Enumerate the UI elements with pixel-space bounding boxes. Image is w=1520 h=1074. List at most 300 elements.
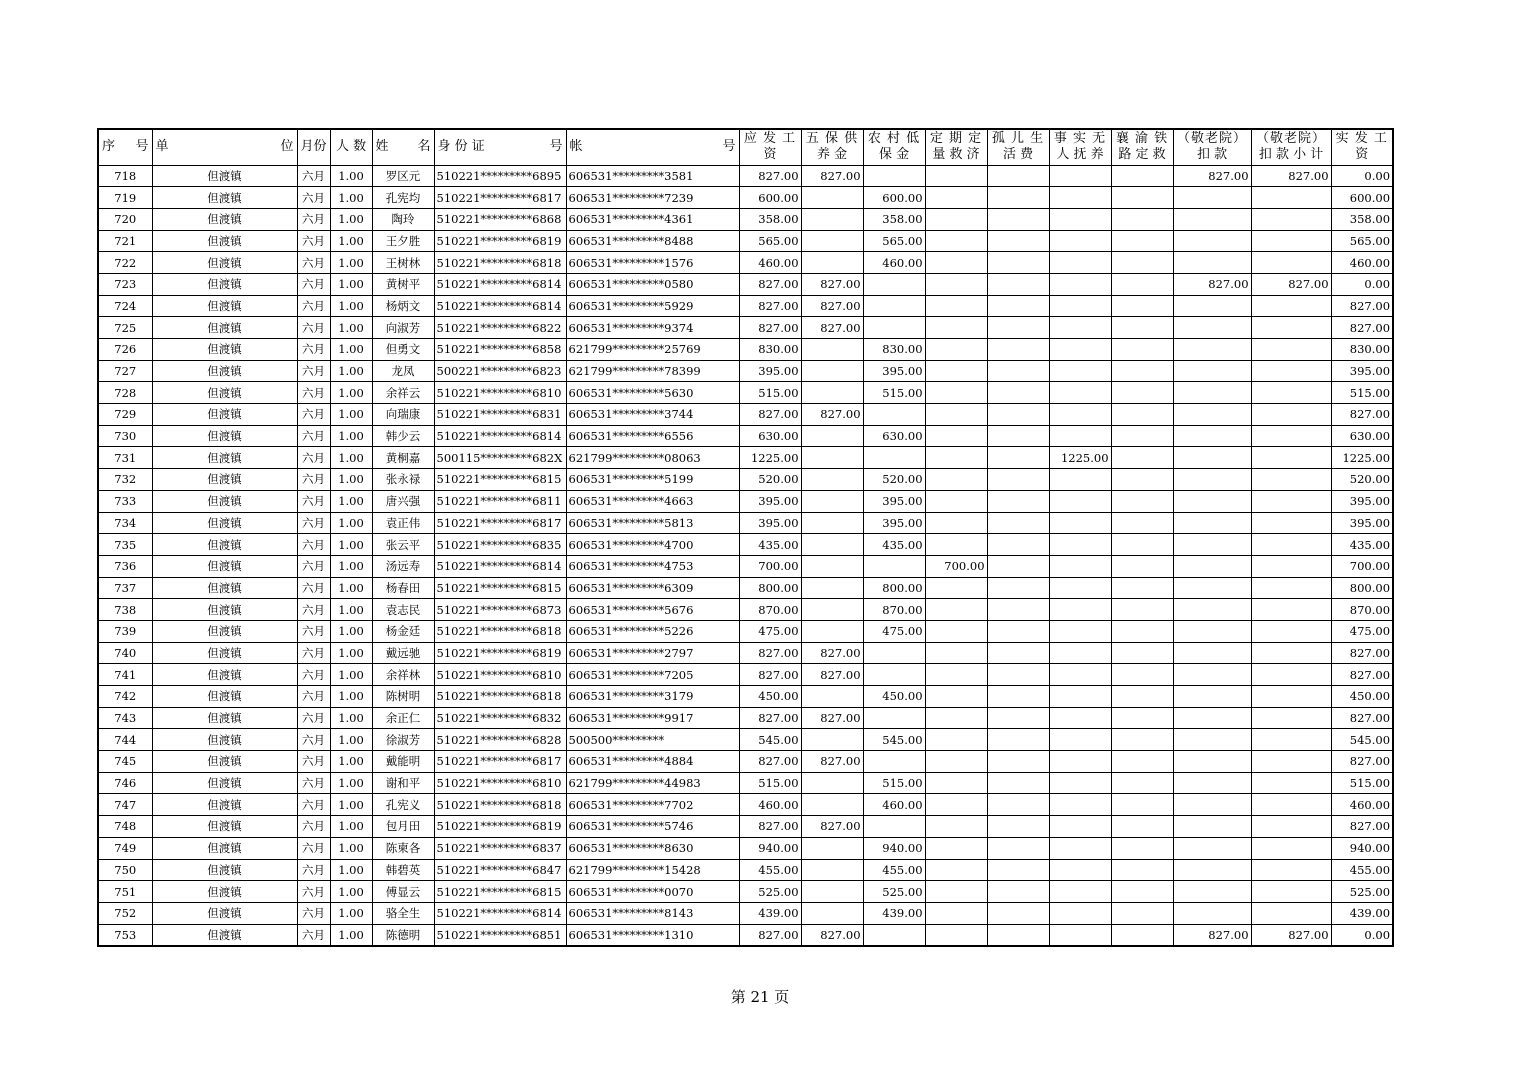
table-cell: 黄桐嘉 [372,447,434,469]
table-cell: 但渡镇 [152,902,297,924]
table-cell [801,512,863,534]
table-cell: 六月 [297,382,330,404]
table-cell: 六月 [297,642,330,664]
table-cell: 395.00 [739,490,801,512]
table-cell: 六月 [297,490,330,512]
table-cell: 827.00 [1173,165,1251,187]
table-cell: 830.00 [863,339,925,361]
table-cell: 606531*********7205 [566,664,739,686]
table-cell [1111,599,1173,621]
table-cell [1111,902,1173,924]
column-header [1251,129,1331,165]
table-cell: 827.00 [739,751,801,773]
table-cell [1111,230,1173,252]
table-cell: 455.00 [739,859,801,881]
table-cell: 六月 [297,317,330,339]
table-cell [1049,273,1111,295]
table-cell: 606531*********9917 [566,707,739,729]
table-row [98,339,1393,361]
header-text-a: 序 [102,139,116,155]
header-text-a: 身 份 证 [437,139,485,155]
table-cell [925,816,987,838]
table-cell: 陶玲 [372,208,434,230]
table-cell [925,902,987,924]
table-cell [801,425,863,447]
table-cell [1049,339,1111,361]
table-cell: 460.00 [739,252,801,274]
table-cell: 1.00 [330,382,372,404]
table-cell [925,751,987,773]
table-cell: 827.00 [1173,924,1251,946]
table-cell [1049,642,1111,664]
table-cell [801,230,863,252]
table-cell: 510221*********6815 [434,577,566,599]
table-cell: 六月 [297,425,330,447]
table-cell: 510221*********6858 [434,339,566,361]
table-cell [987,317,1049,339]
table-cell [1049,295,1111,317]
table-cell [801,360,863,382]
table-cell [1111,447,1173,469]
table-row [98,208,1393,230]
table-cell: 六月 [297,881,330,903]
table-cell: 621799*********08063 [566,447,739,469]
table-cell: 1.00 [330,859,372,881]
table-cell: 827.00 [1331,751,1393,773]
table-cell [863,642,925,664]
table-cell: 但渡镇 [152,620,297,642]
table-cell [1111,707,1173,729]
table-cell [1173,881,1251,903]
table-cell: 720 [98,208,152,230]
table-cell [1111,317,1173,339]
table-cell: 721 [98,230,152,252]
table-cell: 1.00 [330,339,372,361]
table-cell: 734 [98,512,152,534]
table-cell [925,686,987,708]
table-cell: 621799*********78399 [566,360,739,382]
table-cell: 但渡镇 [152,642,297,664]
table-cell: 0.00 [1331,165,1393,187]
table-cell [863,317,925,339]
table-cell: 545.00 [739,729,801,751]
table-cell: 510221*********6810 [434,772,566,794]
table-cell [801,881,863,903]
table-cell: 827.00 [1331,317,1393,339]
table-cell: 510221*********6817 [434,187,566,209]
table-cell: 1.00 [330,208,372,230]
table-cell [987,772,1049,794]
table-cell: 袁正伟 [372,512,434,534]
table-cell: 827.00 [801,317,863,339]
column-header [434,129,566,165]
table-cell: 395.00 [739,360,801,382]
table-cell [925,447,987,469]
table-cell: 515.00 [739,382,801,404]
table-cell: 395.00 [863,512,925,534]
table-cell: 827.00 [739,165,801,187]
table-cell [1049,686,1111,708]
table-cell: 827.00 [739,295,801,317]
table-cell: 736 [98,555,152,577]
table-cell: 940.00 [863,837,925,859]
table-row [98,165,1393,187]
table-cell: 606531*********5929 [566,295,739,317]
table-cell: 565.00 [1331,230,1393,252]
table-cell: 606531*********7702 [566,794,739,816]
table-row [98,902,1393,924]
header-line-1: 应 发 工 [743,131,797,147]
table-cell: 475.00 [739,620,801,642]
table-cell [1111,490,1173,512]
table-cell: 1.00 [330,425,372,447]
table-cell: 六月 [297,686,330,708]
table-cell [1173,686,1251,708]
table-cell [1049,252,1111,274]
table-cell: 510221*********6822 [434,317,566,339]
header-line-2: 量 救 济 [932,147,980,163]
column-header [863,129,925,165]
table-cell [801,252,863,274]
table-cell: 袁志民 [372,599,434,621]
table-row [98,404,1393,426]
table-cell: 六月 [297,512,330,534]
table-cell: 510221*********6835 [434,534,566,556]
table-cell: 606531*********4884 [566,751,739,773]
table-cell: 六月 [297,555,330,577]
table-cell [801,599,863,621]
table-cell: 723 [98,273,152,295]
table-cell: 六月 [297,599,330,621]
table-cell [1049,707,1111,729]
table-row [98,707,1393,729]
table-cell: 韩少云 [372,425,434,447]
header-line-2: 养 金 [816,147,848,163]
table-cell [925,339,987,361]
table-cell: 1.00 [330,620,372,642]
table-cell [987,902,1049,924]
table-cell: 1.00 [330,360,372,382]
table-cell: 870.00 [863,599,925,621]
table-cell [801,382,863,404]
table-cell [1173,794,1251,816]
table-cell: 460.00 [1331,252,1393,274]
table-cell: 1225.00 [1331,447,1393,469]
table-cell: 1.00 [330,837,372,859]
table-cell [1111,360,1173,382]
table-cell: 六月 [297,772,330,794]
table-cell [1049,187,1111,209]
table-cell: 525.00 [739,881,801,903]
table-row [98,816,1393,838]
table-cell: 827.00 [739,816,801,838]
table-cell: 510221*********6810 [434,664,566,686]
table-cell [925,599,987,621]
table-cell: 600.00 [739,187,801,209]
table-cell: 748 [98,816,152,838]
table-cell: 827.00 [739,924,801,946]
table-cell: 460.00 [863,252,925,274]
table-cell [1251,642,1331,664]
table-cell [1251,751,1331,773]
table-row [98,252,1393,274]
table-cell: 1.00 [330,664,372,686]
header-line-2: 资 [1355,147,1369,163]
table-cell [1173,620,1251,642]
table-cell: 827.00 [1331,664,1393,686]
table-cell: 744 [98,729,152,751]
table-body [98,165,1393,946]
table-cell: 但渡镇 [152,252,297,274]
table-cell: 737 [98,577,152,599]
table-cell: 510221*********6811 [434,490,566,512]
table-cell [1173,447,1251,469]
table-cell: 630.00 [739,425,801,447]
table-cell: 450.00 [739,686,801,708]
table-cell: 740 [98,642,152,664]
table-cell [925,425,987,447]
table-cell: 606531*********5676 [566,599,739,621]
table-cell [925,360,987,382]
table-cell [987,837,1049,859]
table-cell [925,295,987,317]
table-cell [1251,599,1331,621]
table-cell: 606531*********1310 [566,924,739,946]
table-cell: 但渡镇 [152,187,297,209]
table-row [98,469,1393,491]
table-cell: 520.00 [739,469,801,491]
table-cell: 510221*********6814 [434,295,566,317]
table-cell: 510221*********6814 [434,555,566,577]
table-cell [1111,534,1173,556]
table-cell: 515.00 [1331,772,1393,794]
table-cell: 500115*********682X [434,447,566,469]
table-cell [1049,534,1111,556]
table-cell [1111,165,1173,187]
table-cell: 杨春田 [372,577,434,599]
table-cell: 1.00 [330,924,372,946]
table-cell [1111,425,1173,447]
table-cell [987,404,1049,426]
table-cell: 510221*********6895 [434,165,566,187]
table-cell: 358.00 [863,208,925,230]
table-row [98,837,1393,859]
table-cell [987,295,1049,317]
table-cell: 739 [98,620,152,642]
table-cell: 827.00 [1331,404,1393,426]
table-cell [1049,816,1111,838]
table-cell [1251,512,1331,534]
table-cell: 827.00 [801,924,863,946]
table-cell [1251,772,1331,794]
table-cell [1173,469,1251,491]
table-cell [987,924,1049,946]
column-header [1173,129,1251,165]
table-cell [1111,512,1173,534]
table-cell: 孔宪义 [372,794,434,816]
column-header [330,129,372,165]
table-cell [1049,360,1111,382]
table-row [98,490,1393,512]
table-row [98,794,1393,816]
table-cell [987,469,1049,491]
table-cell: 汤远寿 [372,555,434,577]
table-row [98,555,1393,577]
table-row [98,512,1393,534]
header-line-2: 扣 款 小 计 [1258,147,1324,163]
table-cell [987,859,1049,881]
table-cell [925,664,987,686]
table-cell: 510221*********6817 [434,751,566,773]
table-cell: 940.00 [739,837,801,859]
table-cell [1251,208,1331,230]
table-cell [925,208,987,230]
table-cell: 439.00 [739,902,801,924]
header-text-a: 帐 [569,139,583,155]
table-cell: 六月 [297,447,330,469]
table-cell: 六月 [297,837,330,859]
table-cell: 606531*********5746 [566,816,739,838]
table-cell [987,512,1049,534]
table-cell [1049,902,1111,924]
table-cell: 460.00 [1331,794,1393,816]
table-cell [1173,642,1251,664]
table-cell: 510221*********6819 [434,230,566,252]
table-cell: 1.00 [330,295,372,317]
table-cell: 但渡镇 [152,512,297,534]
table-cell [987,664,1049,686]
table-cell: 606531*********8143 [566,902,739,924]
table-cell: 张云平 [372,534,434,556]
table-cell [987,425,1049,447]
table-cell: 六月 [297,620,330,642]
table-cell [1049,165,1111,187]
table-cell: 1.00 [330,534,372,556]
header-row [98,129,1393,165]
table-cell: 510221*********6818 [434,686,566,708]
table-cell [801,469,863,491]
table-cell [925,187,987,209]
table-cell: 1225.00 [739,447,801,469]
table-cell: 510221*********6814 [434,425,566,447]
table-cell [1251,295,1331,317]
table-cell: 435.00 [1331,534,1393,556]
table-cell: 但渡镇 [152,273,297,295]
table-cell: 746 [98,772,152,794]
table-cell [925,382,987,404]
header-text-b: 位 [280,139,294,155]
table-cell [1251,902,1331,924]
table-cell [987,794,1049,816]
table-cell: 但渡镇 [152,382,297,404]
table-cell: 800.00 [739,577,801,599]
table-cell [925,317,987,339]
table-cell: 徐淑芳 [372,729,434,751]
table-cell [1049,620,1111,642]
table-cell: 722 [98,252,152,274]
table-cell: 510221*********6810 [434,382,566,404]
table-cell: 606531*********3744 [566,404,739,426]
table-cell [1173,599,1251,621]
table-cell: 621799*********25769 [566,339,739,361]
table-cell [1049,208,1111,230]
table-cell [1111,252,1173,274]
table-cell [925,837,987,859]
column-header [152,129,297,165]
table-cell [925,794,987,816]
table-row [98,317,1393,339]
table-cell [987,642,1049,664]
table-cell: 韩碧英 [372,859,434,881]
table-cell [925,577,987,599]
table-cell: 六月 [297,859,330,881]
table-cell: 0.00 [1331,273,1393,295]
table-cell: 460.00 [863,794,925,816]
table-cell: 700.00 [925,555,987,577]
table-cell [801,837,863,859]
table-cell [987,686,1049,708]
table-cell: 但渡镇 [152,295,297,317]
table-cell [801,902,863,924]
table-cell: 1.00 [330,729,372,751]
table-cell [1111,273,1173,295]
table-cell: 但渡镇 [152,425,297,447]
table-cell: 606531*********0070 [566,881,739,903]
table-cell: 621799*********44983 [566,772,739,794]
table-cell: 733 [98,490,152,512]
table-cell: 515.00 [1331,382,1393,404]
table-cell [1049,317,1111,339]
table-cell [987,339,1049,361]
table-cell: 1.00 [330,599,372,621]
table-cell [1049,230,1111,252]
table-cell: 1.00 [330,772,372,794]
table-cell: 六月 [297,751,330,773]
table-cell: 606531*********8630 [566,837,739,859]
table-cell [1049,555,1111,577]
table-cell: 870.00 [739,599,801,621]
table-cell: 827.00 [801,642,863,664]
table-cell: 450.00 [863,686,925,708]
header-line-1: 定 期 定 [929,131,983,147]
table-cell: 但渡镇 [152,707,297,729]
table-cell [863,816,925,838]
table-row [98,273,1393,295]
table-cell: 395.00 [863,360,925,382]
table-cell: 395.00 [1331,512,1393,534]
table-cell [1251,252,1331,274]
table-cell [1049,924,1111,946]
table-cell: 1.00 [330,686,372,708]
column-header [801,129,863,165]
table-cell: 1.00 [330,165,372,187]
table-cell [1173,772,1251,794]
table-cell: 515.00 [863,772,925,794]
table-cell: 六月 [297,707,330,729]
table-row [98,230,1393,252]
table-cell [925,707,987,729]
table-cell: 606531*********4700 [566,534,739,556]
table-cell [987,360,1049,382]
table-cell [1173,534,1251,556]
table-cell [1111,382,1173,404]
table-cell [987,447,1049,469]
table-cell: 728 [98,382,152,404]
table-cell [1111,577,1173,599]
table-cell: 606531*********5813 [566,512,739,534]
column-header [1049,129,1111,165]
header-line-2: 人 抚 养 [1056,147,1104,163]
